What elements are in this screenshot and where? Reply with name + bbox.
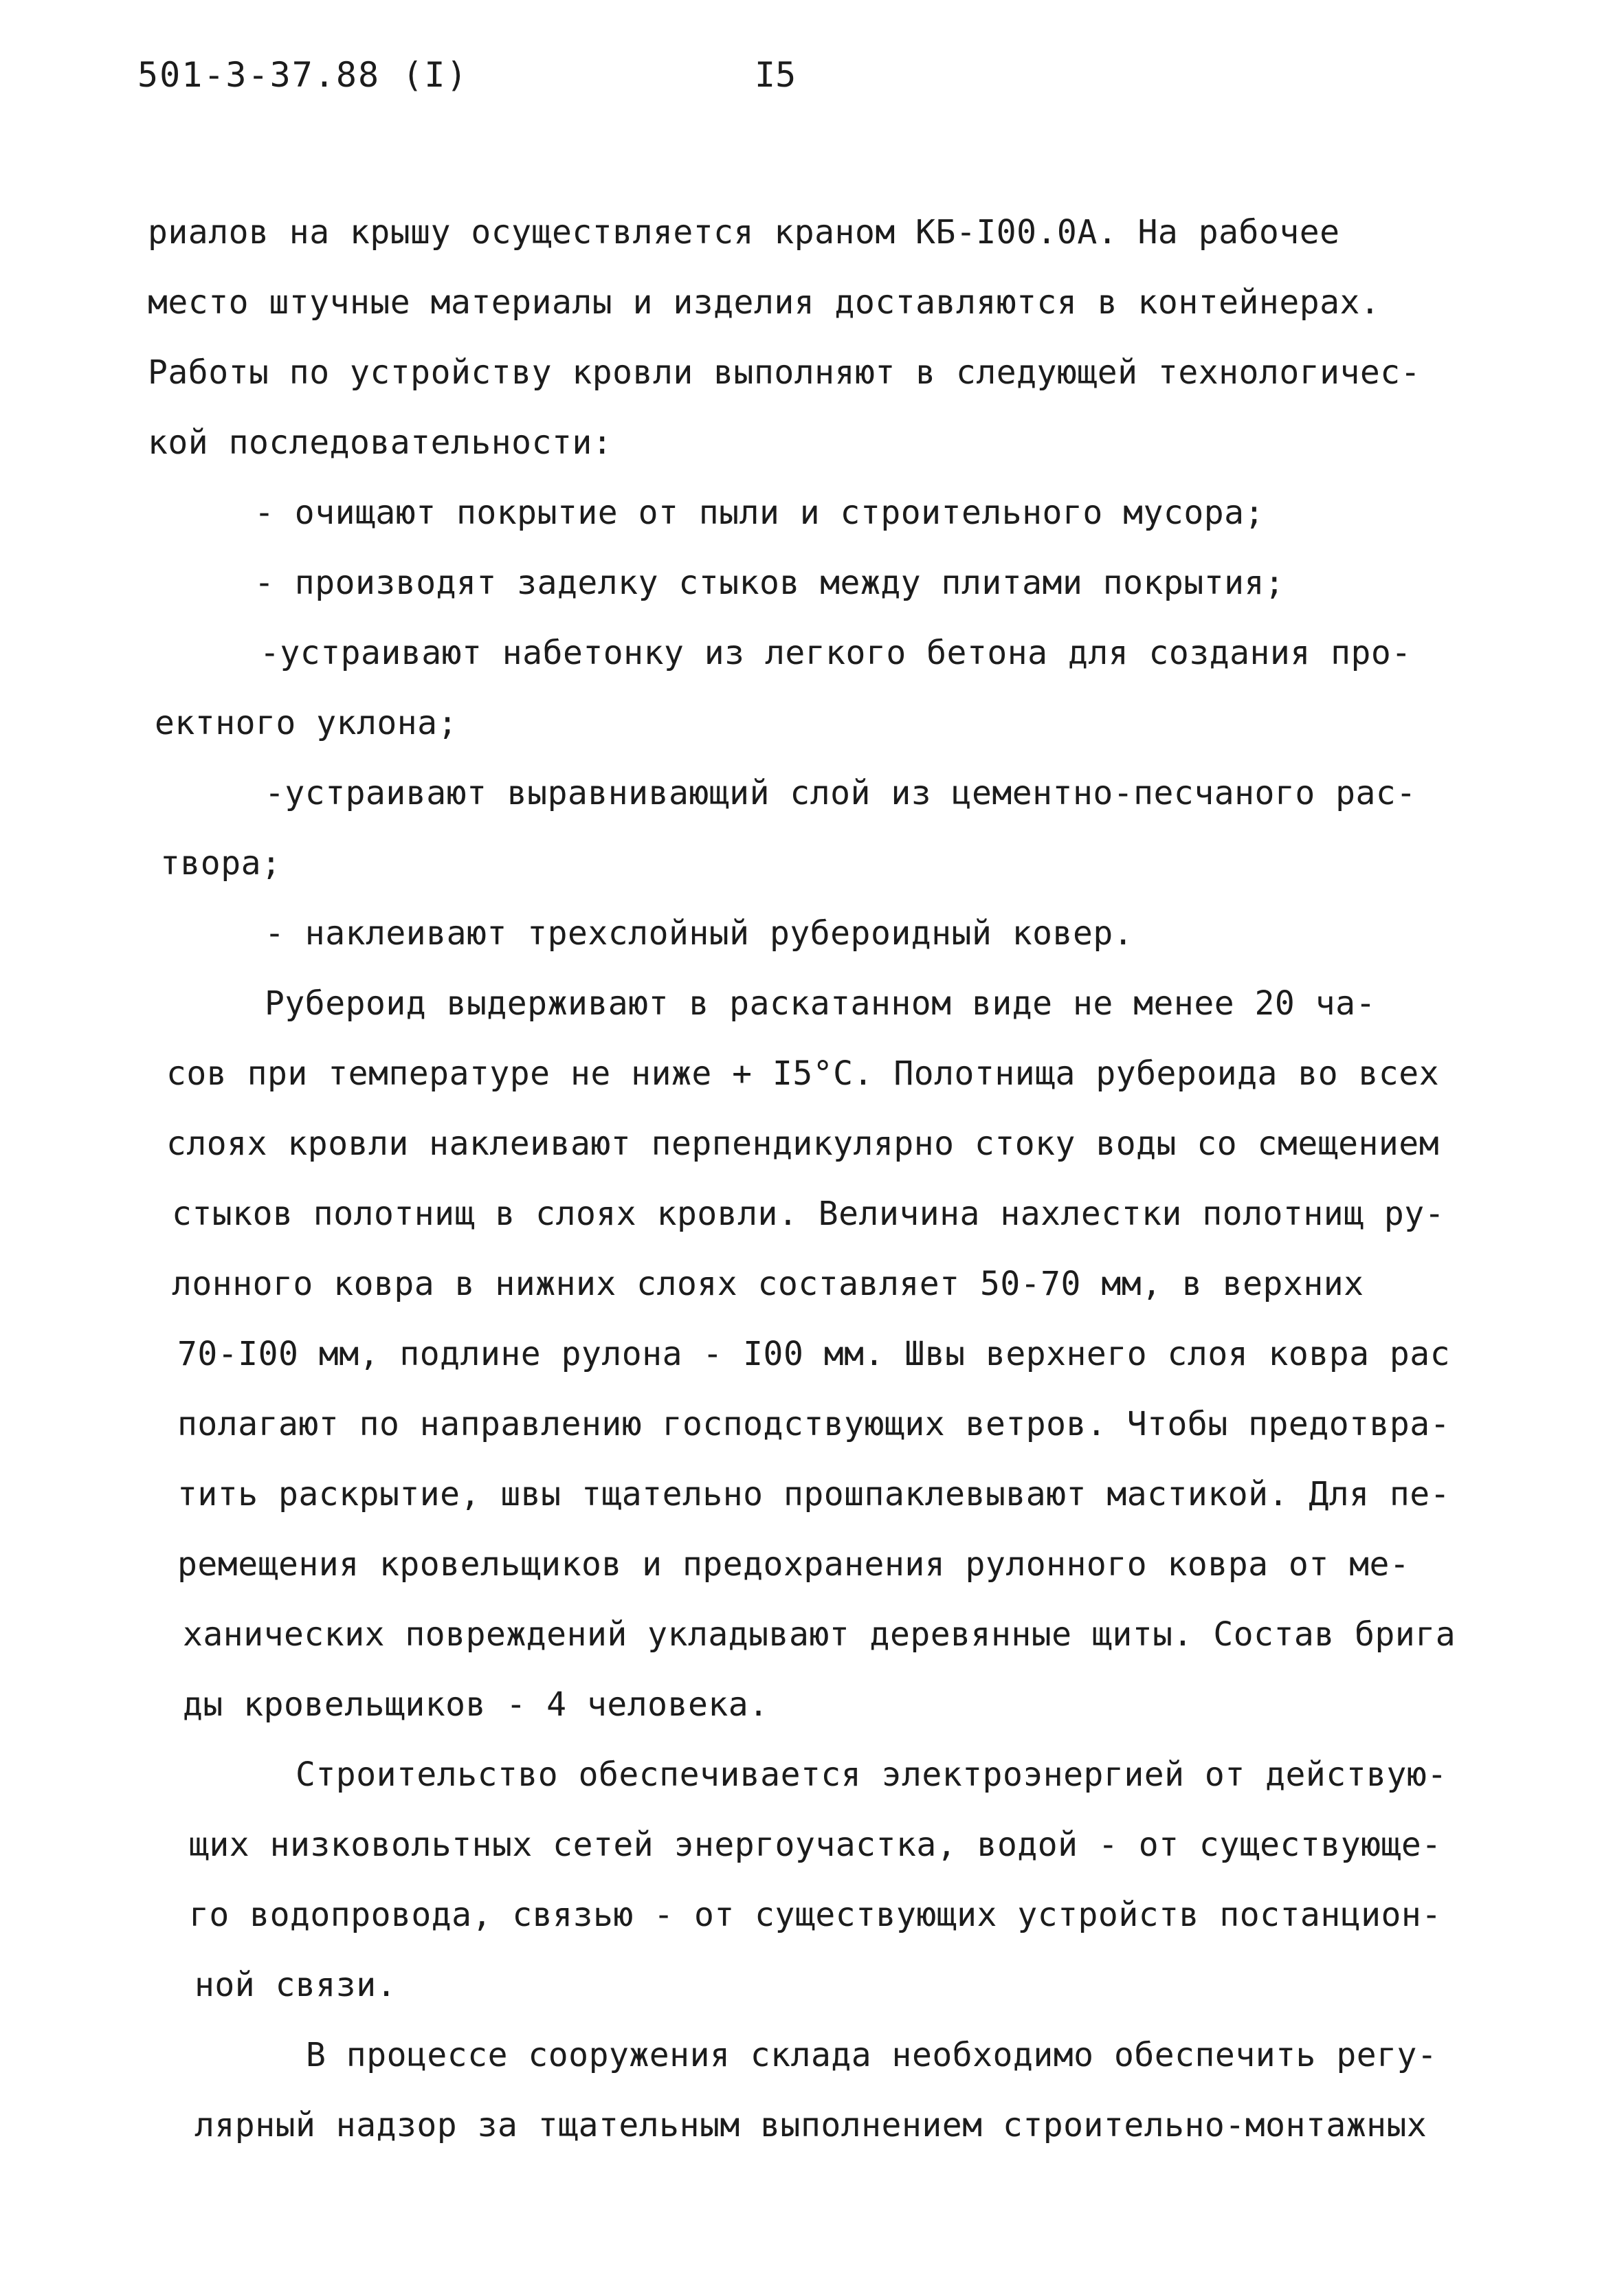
- text-line: ной связи.: [194, 1966, 397, 2004]
- text-line: В процессе сооружения склада необходимо обеспечить регу-: [306, 2036, 1438, 2074]
- list-item: - очищают покрытие от пыли и строительного мусора;: [254, 494, 1265, 532]
- text-line: лярный надзор за тщательным выполнением строительно-монтажных: [194, 2106, 1427, 2144]
- text-line: щих низковольтных сетей энергоучастка, водой - от существующе-: [189, 1826, 1442, 1864]
- text-line: Работы по устройству кровли выполняют в следующей технологичес-: [148, 353, 1421, 392]
- text-line: ектного уклона;: [155, 704, 458, 742]
- text-line: сов при температуре не ниже + I5°С. Полотнища рубероида во всех: [166, 1054, 1440, 1093]
- list-item: -устраивают набетонку из легкого бетона для создания про-: [260, 634, 1412, 672]
- text-line: место штучные материалы и изделия доставляются в контейнерах.: [148, 283, 1381, 322]
- text-line: стыков полотнищ в слоях кровли. Величина нахлестки полотнищ ру-: [172, 1195, 1445, 1233]
- text-line: го водопровода, связью - от существующих устройств постанцион-: [189, 1896, 1442, 1934]
- list-item: - производят заделку стыков между плитами покрытия;: [254, 564, 1285, 602]
- list-item: -устраивают выравнивающий слой из цементно-песчаного рас-: [265, 774, 1416, 812]
- text-line: ханических повреждений укладывают деревянные щиты. Состав брига: [183, 1615, 1456, 1654]
- text-line: Рубероид выдерживают в раскатанном виде не менее 20 ча-: [265, 984, 1376, 1023]
- text-line: тить раскрытие, швы тщательно прошпаклевывают мастикой. Для пе-: [177, 1475, 1451, 1514]
- text-line: твора;: [160, 844, 282, 883]
- list-item: - наклеивают трехслойный рубероидный ковер.: [265, 914, 1134, 953]
- text-line: ды кровельщиков - 4 человека.: [183, 1685, 769, 1724]
- text-line: лонного ковра в нижних слоях составляет 50-70 мм, в верхних: [172, 1265, 1364, 1303]
- text-line: ремещения кровельщиков и предохранения рулонного ковра от ме-: [177, 1545, 1410, 1584]
- text-line: 70-I00 мм, подлине рулона - I00 мм. Швы верхнего слоя ковра рас: [177, 1335, 1451, 1373]
- page-number: I5: [755, 55, 797, 95]
- document-code: 501-3-37.88 (I): [137, 55, 469, 95]
- text-line: Строительство обеспечивается электроэнергией от действую-: [296, 1755, 1447, 1794]
- text-line: кой последовательности:: [148, 423, 613, 462]
- text-line: слоях кровли наклеивают перпендикулярно стоку воды со смещением: [166, 1124, 1440, 1163]
- text-line: полагают по направлению господствующих ветров. Чтобы предотвра-: [177, 1405, 1451, 1443]
- text-line: риалов на крышу осуществляется краном КБ-I00.0А. На рабочее: [148, 213, 1340, 252]
